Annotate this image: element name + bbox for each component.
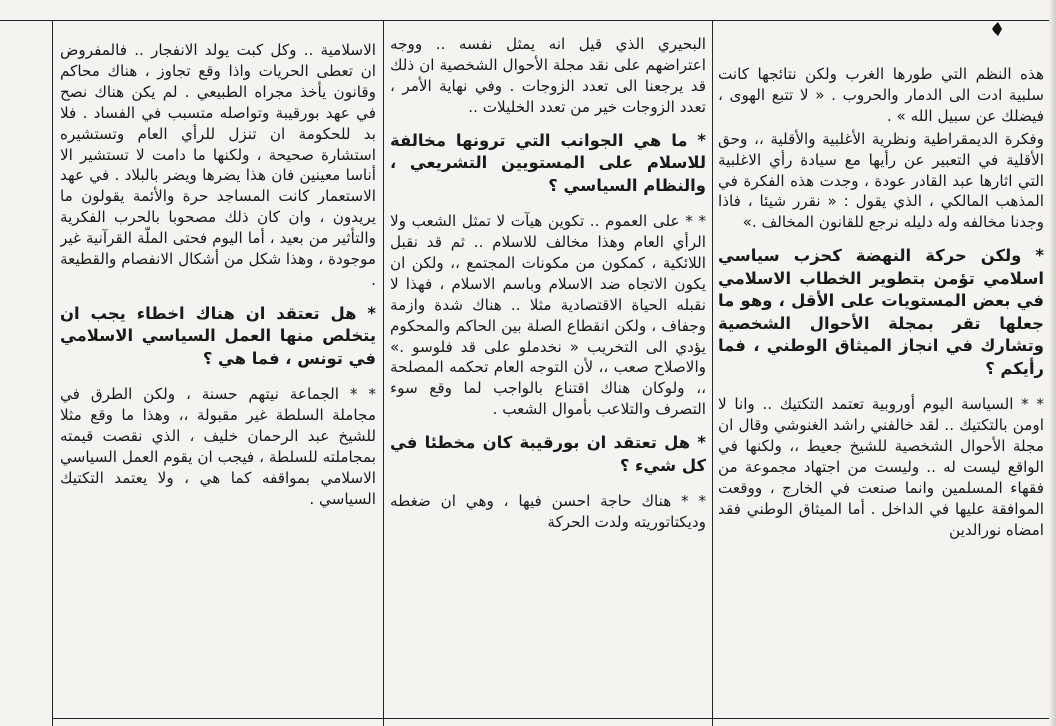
article-paragraph: هذه النظم التي طورها الغرب ولكن نتائجها كانت سلبية ادت الى الدمار والحروب . « لا تتبع الهوى ، فيضلك عن سبيل الله » . (718, 65, 1044, 125)
article-column-right (718, 64, 1044, 714)
column-separator-right (712, 20, 713, 726)
interview-question: * هل تعتقد ان هناك اخطاء يجب ان يتخلص منها العمل السياسي الاسلامي في تونس ، فما هي ؟ (60, 303, 376, 368)
article-paragraph: * * الجماعة نيتهم حسنة ، ولكن الطرق في مجاملة السلطة غير مقبولة ،، وهذا ما وقع مثلا للشيخ عبد الرحمان خليف ، الذي نقصت قيمته بمجاملته للسلطة ، فيجب ان يقوم العمل السياسي الاسلامي بمواقفه كما هي ، ولا يعتمد التكتيك السياسي . (60, 385, 376, 508)
top-rule (0, 20, 1056, 21)
article-column-middle (390, 34, 706, 714)
article-paragraph: الاسلامية .. وكل كبت يولد الانفجار .. فالمفروض ان تعطى الحريات واذا وقع تجاوز ، هناك محاكم وقانون يأخذ مجراه الطبيعي . لم يكن هناك نصح في عهد بورقيبة وتواصله متسبب في الفساد . فلا بد للحكومة ان تنزل للرأي العام وتستشيره استشارة صحيحة ، ولكنها ما دامت لا تستشير الا أناسا معينين فان هذا يضرها ويضر بالبلاد . في عهد الاستعمار كانت المساجد حرة والأئمة يقولون ما يريدون ، وان كان ذلك مصحوبا بالحرب الفكرية والتأثير من بعيد ، أما اليوم فحتى الملّة القرآنية غير موجودة ، وهذا شكل من أشكال الانفصام والقطيعة . (60, 41, 376, 289)
article-paragraph: * * على العموم .. تكوين هيآت لا تمثل الشعب ولا الرأي العام وهذا مخالف للاسلام .. ثم قد نقبل اللائكية ، كمكون من مكونات المجتمع ،، ولكن ان يكون الاتجاه ضد الاسلام وباسم الاسلام ، فهذا لا نقبله الحياة الاقتصادية مثلا .. هناك شدة وازمة وجفاف ، ولكن انقطاع الصلة بين الحاكم والمحكوم يؤدي الى التخريب « نخدملو على قد فلوسو .» والاصلاح صعب ،، لأن التوجه العام تحكمه المصلحة ،، ولوكان هناك اقتناع بالواجب لما وقع سوء التصرف والتلاعب بأموال الشعب . (390, 212, 706, 419)
page-edge-shadow (1049, 0, 1056, 726)
article-paragraph: * * هناك حاجة احسن فيها ، وهي ان ضغطه وديكتاتوريته ولدت الحركة (390, 492, 706, 532)
interview-question: * هل تعتقد ان بورقيبة كان مخطئا في كل شيء ؟ (390, 433, 706, 475)
interview-question: * ما هي الجوانب التي ترونها مخالفة للاسلام على المستويين التشريعي ، والنظام السياسي ؟ (390, 130, 706, 195)
left-border-rule (52, 20, 53, 726)
article-paragraph: وفكرة الديمقراطية ونظرية الأغلبية والأقلية ،، وحق الأقلية في التعبير عن رأيها مع سيادة رأي الاغلبية التي اثارها عبد القادر عودة ، وجدت هذه الفكرة في المذهب المالكي ، الذي يقول : « نقرر شيئا ، فاذا وجدنا مخالفه وله دليله نرجع للقانون المخالف .» (718, 129, 1044, 232)
article-paragraph: البحيري الذي قيل انه يمثل نفسه .. ووجه اعتراضهم على نقد مجلة الأحوال الشخصية ان ذلك قد يرجعنا الى تعدد الزوجات . وفي نهاية الأمر ، تعدد الزوجات خير من تعدد الخليلات .. (390, 35, 706, 116)
page-marker-icon (992, 22, 1002, 36)
bottom-rule (52, 718, 1052, 719)
interview-question: * ولكن حركة النهضة كحزب سياسي اسلامي تؤمن بتطوير الخطاب الاسلامي في بعض المستويات على الأقل ، وهو ما جعلها تقر بمجلة الأحوال الشخصية وتشارك في انجاز الميثاق الوطني ، فما رأيكم ؟ (718, 246, 1044, 378)
article-paragraph: * * السياسة اليوم أوروبية تعتمد التكتيك .. وانا لا اومن بالتكتيك .. لقد خالفني راشد الغنوشي وقال ان مجلة الأحوال الشخصية للشيخ جعيط ،، ولكنها في الواقع ليست له .. وليست من اجتهاد مجموعة من فقهاء المسلمين وانما صنعت في الخارج ، ووقعت الموافقة عليها في الداخل . أما الميثاق الوطني فقد امضاه نورالدين (718, 395, 1044, 539)
article-column-left (60, 40, 376, 714)
column-separator-left (383, 20, 384, 726)
